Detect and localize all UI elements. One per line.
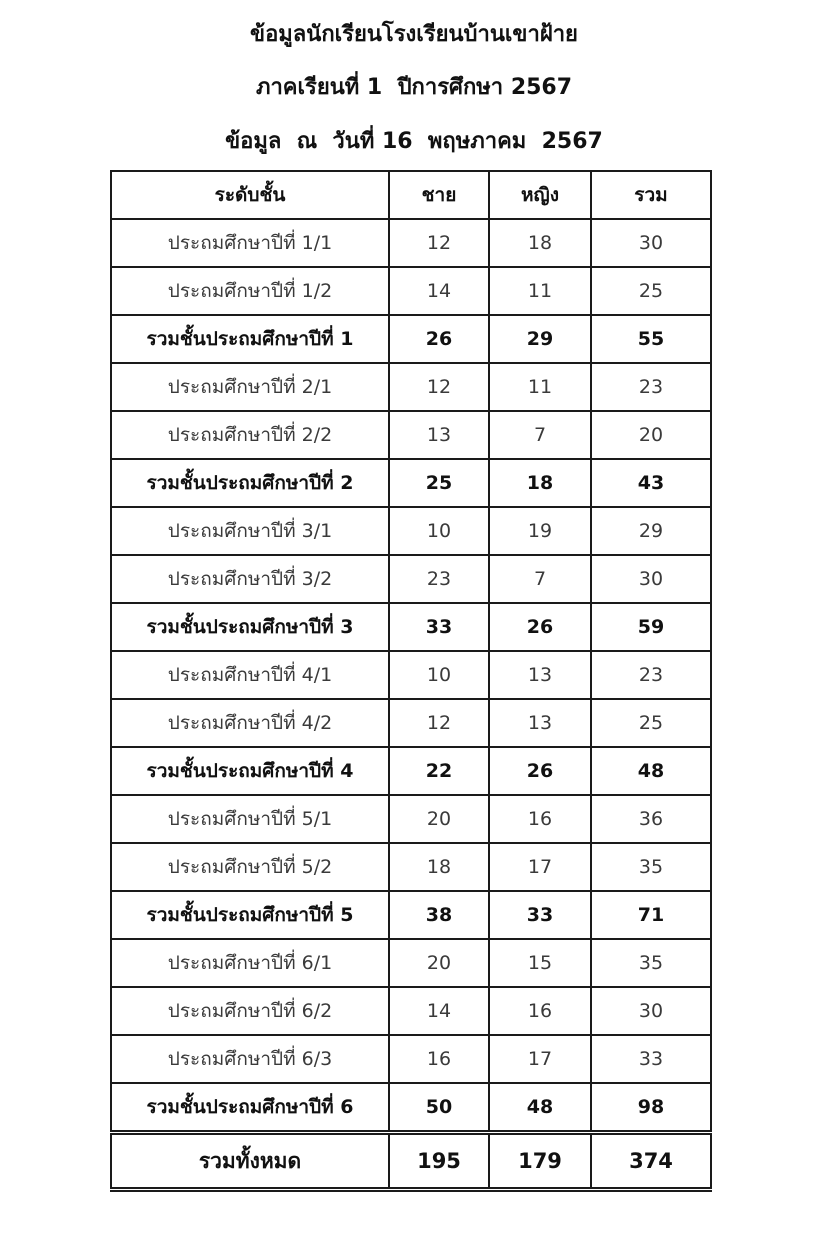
total-cell: 23 [591, 363, 711, 411]
girls-cell: 18 [489, 459, 591, 507]
grand-total-boys: 195 [389, 1133, 489, 1190]
total-cell: 36 [591, 795, 711, 843]
girls-cell: 13 [489, 699, 591, 747]
total-cell: 48 [591, 747, 711, 795]
grand-total-row [111, 1133, 711, 1190]
total-cell: 35 [591, 843, 711, 891]
boys-cell: 50 [389, 1083, 489, 1133]
level-cell: ประถมศึกษาปีที่ 6/1 [111, 939, 389, 987]
girls-cell: 15 [489, 939, 591, 987]
subtotal-row [111, 603, 711, 651]
girls-cell: 11 [489, 267, 591, 315]
grand-total-girls: 179 [489, 1133, 591, 1190]
level-cell: รวมชั้นประถมศึกษาปีที่ 4 [111, 747, 389, 795]
girls-cell: 17 [489, 1035, 591, 1083]
total-cell: 30 [591, 219, 711, 267]
level-cell: ประถมศึกษาปีที่ 5/1 [111, 795, 389, 843]
boys-cell: 10 [389, 507, 489, 555]
boys-cell: 18 [389, 843, 489, 891]
boys-cell: 10 [389, 651, 489, 699]
table-row [111, 651, 711, 699]
table-row [111, 1035, 711, 1083]
boys-cell: 14 [389, 987, 489, 1035]
level-cell: ประถมศึกษาปีที่ 3/2 [111, 555, 389, 603]
level-cell: รวมชั้นประถมศึกษาปีที่ 2 [111, 459, 389, 507]
boys-cell: 38 [389, 891, 489, 939]
subtotal-row [111, 747, 711, 795]
level-cell: ประถมศึกษาปีที่ 5/2 [111, 843, 389, 891]
column-header-boys: ชาย [389, 171, 489, 219]
subtotal-row [111, 891, 711, 939]
boys-cell: 25 [389, 459, 489, 507]
boys-cell: 12 [389, 219, 489, 267]
grand-total-label: รวมทั้งหมด [111, 1133, 389, 1190]
total-cell: 25 [591, 267, 711, 315]
girls-cell: 16 [489, 795, 591, 843]
data-date: ข้อมูล ณ วันที่ 16 พฤษภาคม 2567 [225, 129, 603, 154]
table-row [111, 507, 711, 555]
total-cell: 25 [591, 699, 711, 747]
student-count-table [110, 170, 712, 1192]
level-cell: ประถมศึกษาปีที่ 2/2 [111, 411, 389, 459]
table-row [111, 843, 711, 891]
girls-cell: 26 [489, 603, 591, 651]
grand-total-section [111, 1133, 711, 1190]
total-cell: 30 [591, 987, 711, 1035]
level-cell: รวมชั้นประถมศึกษาปีที่ 5 [111, 891, 389, 939]
level-cell: รวมชั้นประถมศึกษาปีที่ 1 [111, 315, 389, 363]
table-row [111, 267, 711, 315]
boys-cell: 12 [389, 363, 489, 411]
girls-cell: 17 [489, 843, 591, 891]
level-cell: ประถมศึกษาปีที่ 4/1 [111, 651, 389, 699]
table-row [111, 699, 711, 747]
table-row [111, 795, 711, 843]
level-cell: ประถมศึกษาปีที่ 1/1 [111, 219, 389, 267]
level-cell: รวมชั้นประถมศึกษาปีที่ 3 [111, 603, 389, 651]
table-row [111, 987, 711, 1035]
table-header-row [111, 171, 711, 219]
total-cell: 30 [591, 555, 711, 603]
column-header-total: รวม [591, 171, 711, 219]
total-cell: 20 [591, 411, 711, 459]
girls-cell: 29 [489, 315, 591, 363]
table-row [111, 555, 711, 603]
level-cell: ประถมศึกษาปีที่ 2/1 [111, 363, 389, 411]
boys-cell: 20 [389, 795, 489, 843]
boys-cell: 22 [389, 747, 489, 795]
boys-cell: 12 [389, 699, 489, 747]
level-cell: ประถมศึกษาปีที่ 6/3 [111, 1035, 389, 1083]
column-header-level: ระดับชั้น [111, 171, 389, 219]
table-row [111, 219, 711, 267]
level-cell: ประถมศึกษาปีที่ 3/1 [111, 507, 389, 555]
girls-cell: 13 [489, 651, 591, 699]
girls-cell: 16 [489, 987, 591, 1035]
boys-cell: 13 [389, 411, 489, 459]
term-subtitle: ภาคเรียนที่ 1 ปีการศึกษา 2567 [255, 75, 573, 100]
level-cell: ประถมศึกษาปีที่ 1/2 [111, 267, 389, 315]
total-cell: 71 [591, 891, 711, 939]
boys-cell: 16 [389, 1035, 489, 1083]
level-cell: ประถมศึกษาปีที่ 6/2 [111, 987, 389, 1035]
total-cell: 23 [591, 651, 711, 699]
girls-cell: 26 [489, 747, 591, 795]
total-cell: 29 [591, 507, 711, 555]
level-cell: รวมชั้นประถมศึกษาปีที่ 6 [111, 1083, 389, 1133]
boys-cell: 26 [389, 315, 489, 363]
total-cell: 35 [591, 939, 711, 987]
total-cell: 55 [591, 315, 711, 363]
subtotal-row [111, 315, 711, 363]
total-cell: 43 [591, 459, 711, 507]
table-row [111, 939, 711, 987]
grand-total-all: 374 [591, 1133, 711, 1190]
girls-cell: 7 [489, 555, 591, 603]
total-cell: 33 [591, 1035, 711, 1083]
boys-cell: 23 [389, 555, 489, 603]
boys-cell: 20 [389, 939, 489, 987]
table-row [111, 363, 711, 411]
girls-cell: 11 [489, 363, 591, 411]
total-cell: 98 [591, 1083, 711, 1133]
girls-cell: 33 [489, 891, 591, 939]
girls-cell: 18 [489, 219, 591, 267]
table-body [111, 219, 711, 1133]
girls-cell: 7 [489, 411, 591, 459]
boys-cell: 33 [389, 603, 489, 651]
boys-cell: 14 [389, 267, 489, 315]
subtotal-row [111, 459, 711, 507]
column-header-girls: หญิง [489, 171, 591, 219]
subtotal-row [111, 1083, 711, 1133]
page-title: ข้อมูลนักเรียนโรงเรียนบ้านเขาฝ้าย [250, 22, 578, 47]
table-row [111, 411, 711, 459]
girls-cell: 48 [489, 1083, 591, 1133]
total-cell: 59 [591, 603, 711, 651]
girls-cell: 19 [489, 507, 591, 555]
level-cell: ประถมศึกษาปีที่ 4/2 [111, 699, 389, 747]
